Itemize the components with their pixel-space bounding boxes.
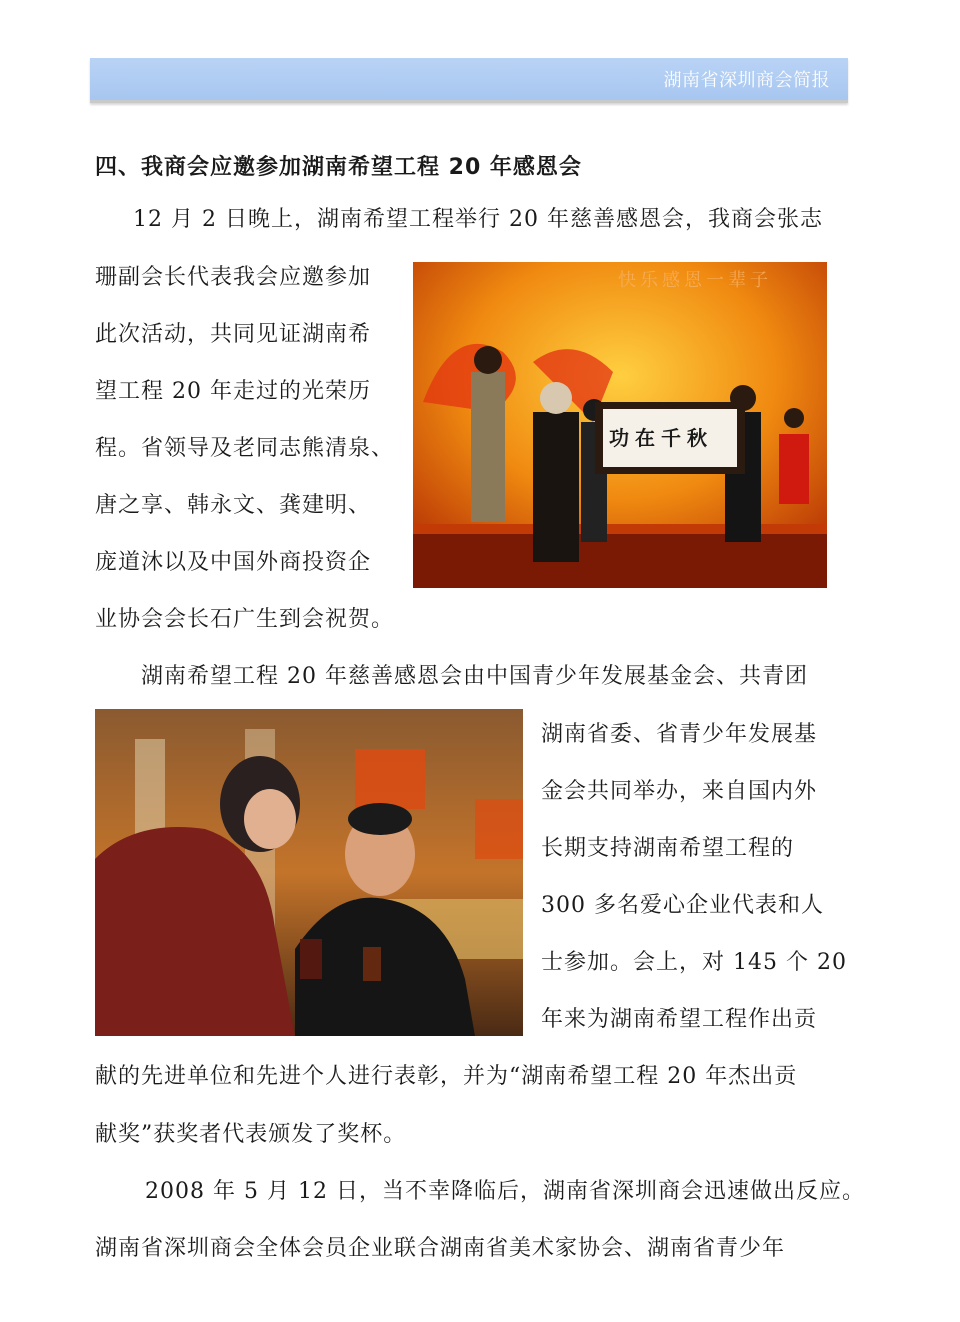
text-line: 湖南希望工程 20 年慈善感恩会由中国青少年发展基金会、共青团	[141, 664, 808, 689]
text-line: 金会共同举办，来自国内外	[541, 779, 818, 804]
text-line: 12 月 2 日晚上，湖南希望工程举行 20 年慈善感恩会，我商会张志	[133, 207, 823, 232]
calligraphy-text: 功在千秋	[609, 426, 713, 450]
text-line: 2008 年 5 月 12 日，当不幸降临后，湖南省深圳商会迅速做出反应。	[145, 1179, 865, 1204]
text-line: 唐之享、韩永文、龚建明、	[95, 493, 372, 518]
text-line: 业协会会长石广生到会祝贺。	[95, 607, 395, 632]
section-heading: 四、我商会应邀参加湖南希望工程 20 年感恩会	[95, 155, 582, 180]
text-line: 士参加。会上，对 145 个 20	[541, 950, 847, 975]
header-title: 湖南省深圳商会简报	[663, 70, 830, 91]
text-line: 此次活动，共同见证湖南希	[95, 322, 372, 347]
text-line: 献奖”获奖者代表颁发了奖杯。	[95, 1122, 407, 1147]
text-line: 300 多名爱心企业代表和人	[541, 893, 824, 918]
text-line: 湖南省委、省青少年发展基	[541, 722, 818, 747]
banquet-toast-photo	[95, 709, 523, 1036]
stage-banner-text: 快乐感恩一辈子	[618, 270, 772, 291]
text-line: 望工程 20 年走过的光荣历	[95, 379, 371, 404]
header-bar	[90, 58, 848, 103]
text-line: 珊副会长代表我会应邀参加	[95, 265, 372, 290]
stage-ceremony-photo	[413, 262, 827, 588]
text-line: 献的先进单位和先进个人进行表彰，并为“湖南希望工程 20 年杰出贡	[95, 1064, 798, 1089]
text-line: 湖南省深圳商会全体会员企业联合湖南省美术家协会、湖南省青少年	[95, 1236, 786, 1261]
text-line: 庞道沐以及中国外商投资企	[95, 550, 372, 575]
text-line: 年来为湖南希望工程作出贡	[541, 1007, 818, 1032]
text-line: 程。省领导及老同志熊清泉、	[95, 436, 395, 461]
text-line: 长期支持湖南希望工程的	[541, 836, 795, 861]
